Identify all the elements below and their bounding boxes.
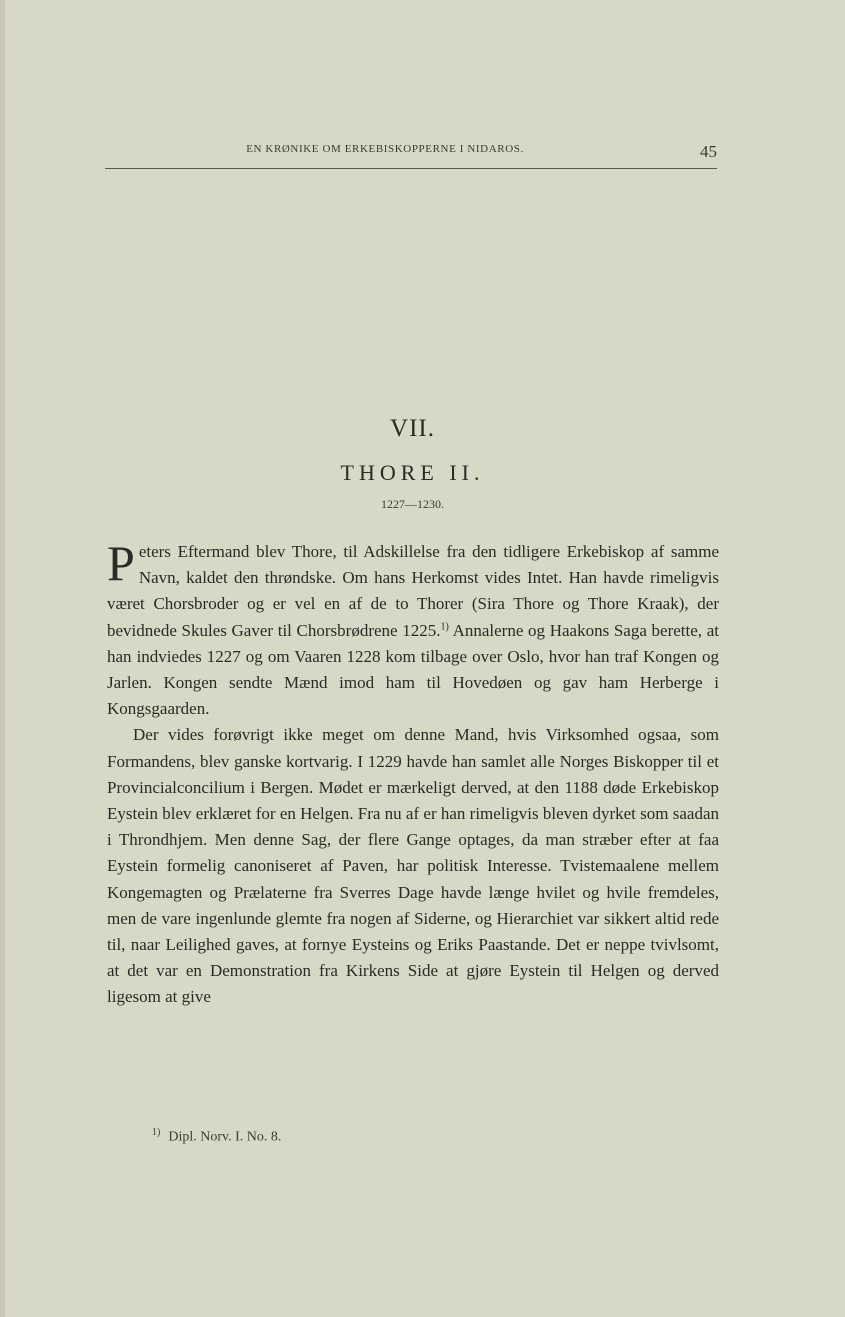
page-number: 45 [700,142,717,161]
paragraph-1-continuation: Annalerne og Haakons Saga berette, at han indviedes 1227 og om Vaaren 1228 kom tilbage over Oslo, hvor han traf Kongen og Jarlen. Kongen sendte Mænd imod ham til Hovedøen og gav ham Herberge i Kongsgaarden. [107,620,719,719]
body-text [107,535,719,1011]
paragraph-2: Der vides forøvrigt ikke meget om denne Mand, hvis Virksomhed ogsaa, som Formandens, blev ganske kortvarig. I 1229 havde han samlet alle Norges Biskopper til et Provincialconcilium i Bergen. Mødet er mærkeligt derved, at den 1188 døde Erkebiskop Eystein blev erklæret for en Helgen. Fra nu af er han rimeligvis bleven dyrket som saadan i Throndhjem. Men denne Sag, der flere Gange optages, da man stræber efter at faa Eystein formelig canoniseret af Paven, har politisk Interesse. Tvistemaalene mellem Kongemagten og Prælaterne fra Sverres Dage havde længe hvilet og hvile fremdeles, men de vare ingenlunde glemte fra nogen af Siderne, og Hierarchiet var sikkert altid rede til, naar Leilighed gaves, at fornye Eysteins og Eriks Paastande. Det er neppe tvivlsomt, at det var en Demonstration fra Kirkens Side at gjøre Eystein til Helgen og derved ligesom at give [107,725,719,1007]
footnote-text: Dipl. Norv. I. No. 8. [168,1129,282,1145]
paragraph-1-text: eters Eftermand blev Thore, til Adskillelse fra den tidligere Erkebiskop af samme Navn, kaldet den thrøndske. Om hans Herkomst vides Intet. Han havde rimeligvis været Chorsbroder og er vel en af de to Thorer (Sira Thore og Thore Kraak), der bevidnede Skules Gaver til Chorsbrødrene 1225. [107,542,719,640]
footnote [152,1127,281,1146]
running-header [105,140,717,169]
paragraph-1 [107,535,719,722]
drop-cap: P [107,535,135,591]
footnote-mark: 1) [152,1127,161,1138]
chapter-title: THORE II. [340,460,485,485]
chapter-numeral: VII. [390,415,435,442]
page-gutter-edge [0,0,5,1317]
chapter-dates: 1227—1230. [381,497,444,511]
footnote-reference: 1) [440,620,449,632]
running-title: EN KRØNIKE OM ERKEBISKOPPERNE I NIDAROS. [246,143,524,155]
